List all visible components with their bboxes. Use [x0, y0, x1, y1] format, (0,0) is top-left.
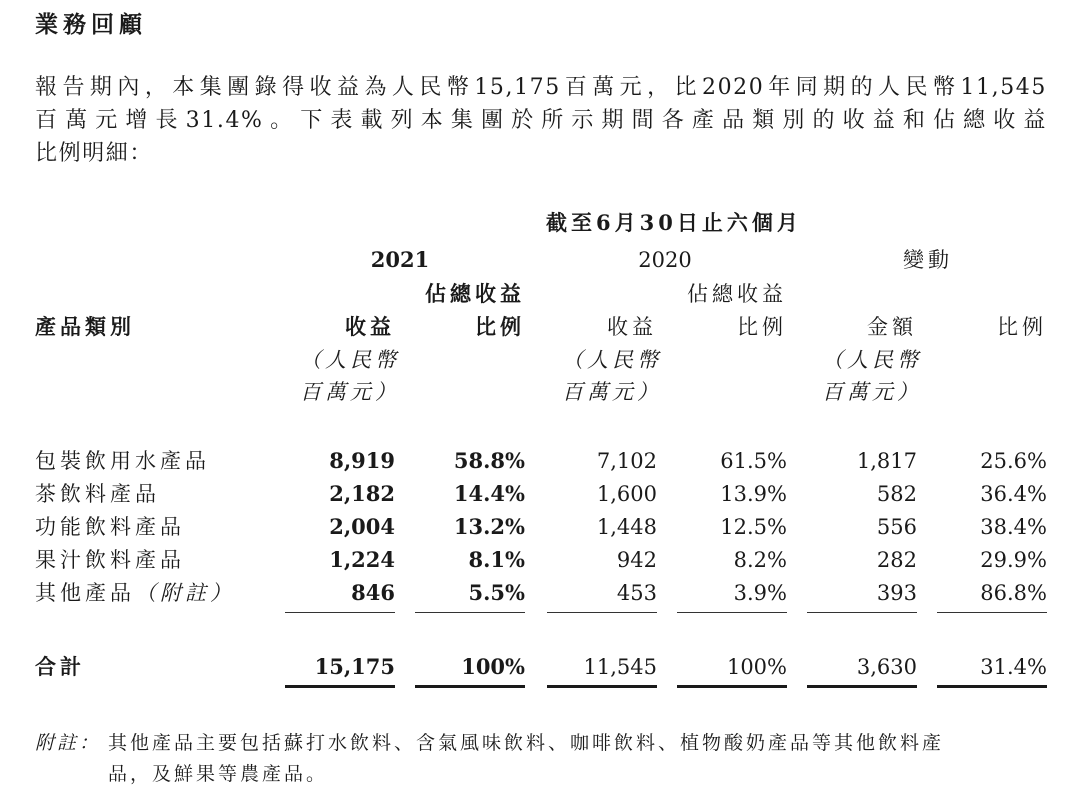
row-change-ratio: 29.9%: [980, 548, 1047, 572]
unit-2020-l1: （人民幣: [562, 348, 662, 372]
row-pct-2020: 12.5%: [720, 515, 787, 539]
row-rev-2020: 1,600: [596, 482, 657, 506]
total-rev-2020: 11,545: [583, 655, 657, 679]
category-header: 產品類別: [35, 314, 135, 339]
total-change-amount: 3,630: [856, 655, 917, 679]
unit-change-l1: （人民幣: [822, 348, 922, 372]
total-pct-2020: 100%: [726, 655, 787, 679]
row-rev-2021: 8,919: [329, 448, 395, 473]
intro-line-2: 百萬元增長31.4%。下表載列本集團於所示期間各產品類別的收益和佔總收益: [35, 108, 1047, 133]
unit-2020-l2: 百萬元）: [562, 380, 662, 404]
share-header-2020-l2: 比例: [737, 315, 787, 339]
row-pct-2020: 8.2%: [733, 548, 787, 572]
row-rev-2021: 846: [351, 580, 395, 605]
total-rule: [807, 685, 917, 688]
revenue-header-2021: 收益: [345, 314, 395, 339]
row-pct-2020: 3.9%: [733, 581, 787, 605]
revenue-header-2020: 收益: [607, 315, 657, 339]
amount-header: 金額: [867, 315, 917, 339]
row-change-ratio: 36.4%: [980, 482, 1047, 506]
total-rule: [677, 685, 787, 688]
row-rev-2021: 2,004: [329, 514, 395, 539]
row-change-amount: 1,817: [856, 449, 917, 473]
row-category: 果汁飲料產品: [35, 548, 185, 572]
year-2021-header: 2021: [370, 247, 430, 272]
share-header-2021-l2: 比例: [475, 314, 525, 339]
total-rule: [937, 685, 1047, 688]
row-pct-2021: 5.5%: [468, 580, 525, 605]
total-rule: [285, 685, 395, 688]
row-rev-2021: 2,182: [329, 481, 395, 506]
row-change-ratio: 86.8%: [980, 581, 1047, 605]
row-pct-2021: 58.8%: [453, 448, 525, 473]
unit-2021-l2: 百萬元）: [300, 380, 400, 404]
footnote-line-2: 品，及鮮果等農產品。: [108, 763, 329, 785]
subtotal-rule: [677, 612, 787, 613]
subtotal-rule: [547, 612, 657, 613]
section-heading: 業務回顧: [35, 11, 147, 38]
subtotal-rule: [937, 612, 1047, 613]
row-rev-2020: 1,448: [596, 515, 657, 539]
row-category: 茶飲料產品: [35, 482, 160, 506]
unit-2021-l1: （人民幣: [300, 348, 400, 372]
row-change-ratio: 25.6%: [980, 449, 1047, 473]
total-label: 合計: [35, 654, 85, 679]
row-change-amount: 282: [876, 548, 917, 572]
intro-line-3: 比例明細：: [35, 141, 154, 166]
row-category: 包裝飲用水產品: [35, 449, 210, 473]
share-header-2020-l1: 佔總收益: [687, 282, 787, 306]
row-category-label: 其他產品: [35, 581, 135, 605]
row-change-ratio: 38.4%: [980, 515, 1047, 539]
total-rule: [415, 685, 525, 688]
total-change-ratio: 31.4%: [980, 655, 1047, 679]
unit-change-l2: 百萬元）: [822, 380, 922, 404]
subtotal-rule: [807, 612, 917, 613]
total-pct-2021: 100%: [461, 654, 525, 679]
row-change-amount: 556: [876, 515, 917, 539]
footnote-ref: （附註）: [135, 581, 235, 605]
intro-line-1: 報告期內，本集團錄得收益為人民幣15,175百萬元，比2020年同期的人民幣11,545: [35, 75, 1047, 100]
row-change-amount: 393: [876, 581, 917, 605]
ratio-header: 比例: [997, 315, 1047, 339]
footnote-label: 附註：: [35, 732, 102, 754]
row-pct-2021: 14.4%: [453, 481, 525, 506]
footnote-line-1: 其他產品主要包括蘇打水飲料、含氣風味飲料、咖啡飲料、植物酸奶產品等其他飲料產: [108, 732, 945, 754]
row-pct-2020: 13.9%: [720, 482, 787, 506]
row-rev-2020: 453: [616, 581, 657, 605]
row-pct-2021: 8.1%: [468, 547, 525, 572]
subtotal-rule: [415, 612, 525, 613]
row-rev-2020: 7,102: [596, 449, 657, 473]
subtotal-rule: [285, 612, 395, 613]
total-rev-2021: 15,175: [314, 654, 395, 679]
row-rev-2020: 942: [616, 548, 657, 572]
row-category: [35, 578, 235, 608]
change-header: 變動: [903, 248, 953, 272]
row-pct-2020: 61.5%: [720, 449, 787, 473]
row-change-amount: 582: [876, 482, 917, 506]
row-rev-2021: 1,224: [329, 547, 395, 572]
share-header-2021-l1: 佔總收益: [425, 281, 525, 306]
row-pct-2021: 13.2%: [453, 514, 525, 539]
row-category: 功能飲料產品: [35, 515, 185, 539]
period-header: 截至6月30日止六個月: [546, 210, 802, 235]
total-rule: [547, 685, 657, 688]
year-2020-header: 2020: [638, 248, 692, 272]
